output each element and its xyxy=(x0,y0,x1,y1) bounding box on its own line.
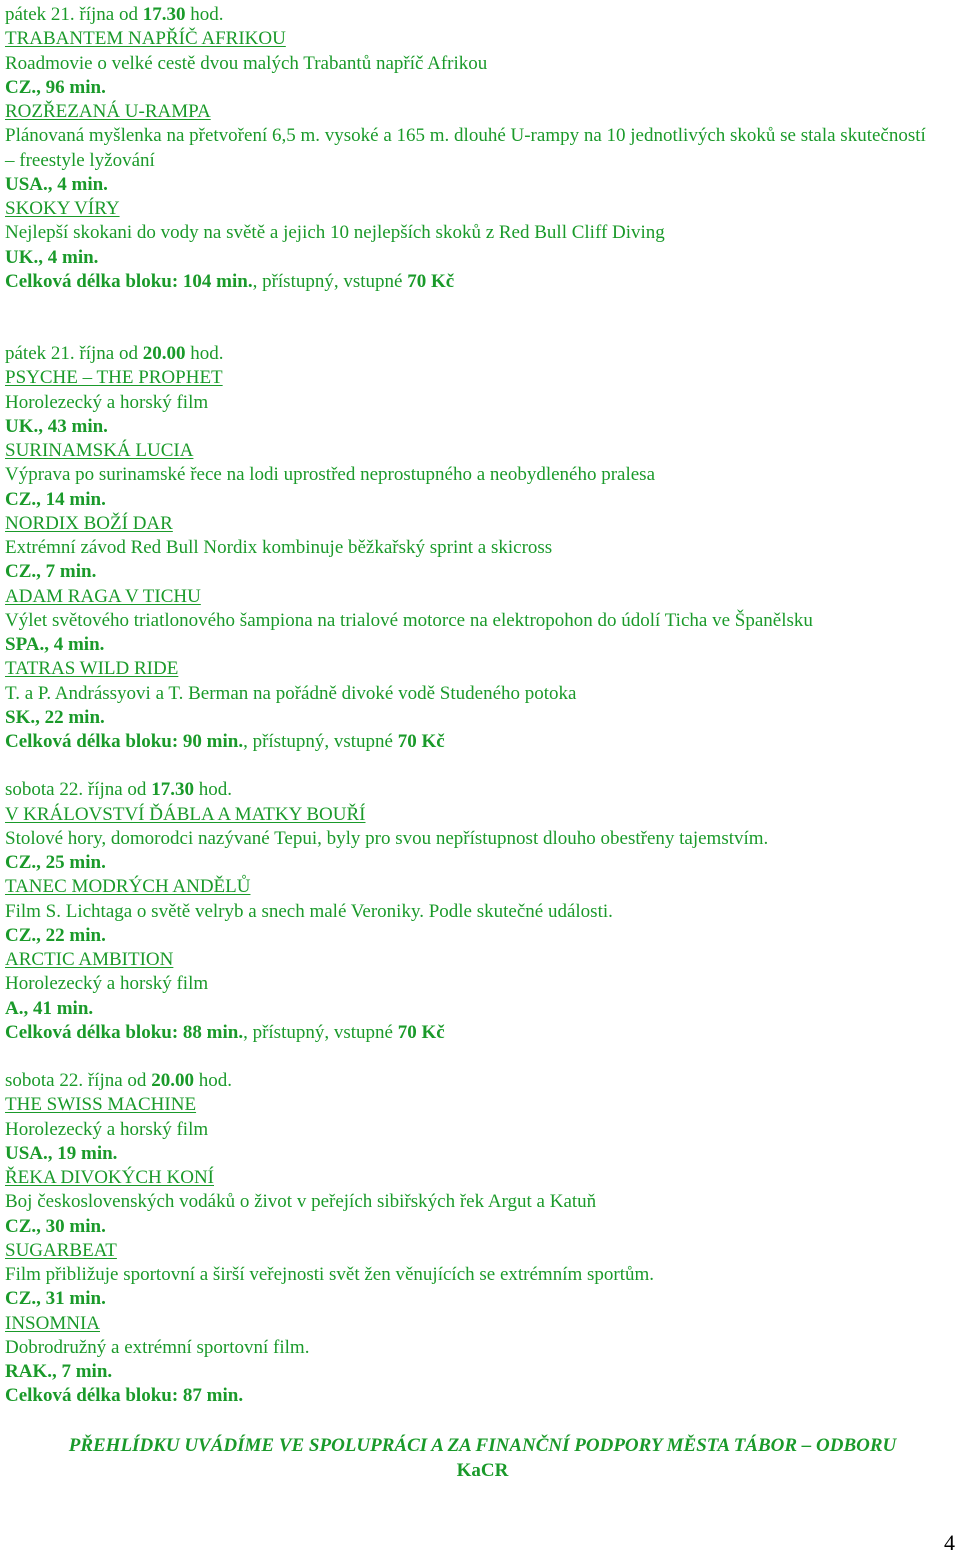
film-title[interactable]: NORDIX BOŽÍ DAR xyxy=(5,512,173,534)
block-heading xyxy=(5,342,955,366)
sponsor-footer xyxy=(10,1433,955,1483)
film-title[interactable]: ŘEKA DIVOKÝCH KONÍ xyxy=(5,1167,214,1188)
film-description: T. a P. Andrássyovi a T. Berman na pořádně divoké vodě Studeného potoka xyxy=(5,682,577,704)
film-description: Roadmovie o velké cestě dvou malých Trabantů napříč Afrikou xyxy=(5,52,488,74)
film-description: Stolové hory, domorodci nazývané Tepui, byly pro svou nepřístupnost dlouho obestřeny tajemstvím. xyxy=(5,827,769,849)
film-origin: CZ., 7 min. xyxy=(5,561,97,583)
film-description: Horolezecký a horský film xyxy=(5,391,209,413)
block-heading xyxy=(5,3,955,27)
film-title[interactable]: ADAM RAGA V TICHU xyxy=(5,585,201,607)
program-block-3 xyxy=(5,778,955,1045)
film-title[interactable]: SUGARBEAT xyxy=(5,1239,117,1261)
block-total xyxy=(5,270,955,294)
total-price: 70 Kč xyxy=(397,1021,445,1043)
film-origin: UK., 43 min. xyxy=(5,415,108,437)
film-origin: SPA., 4 min. xyxy=(5,634,105,655)
block-total xyxy=(5,1021,955,1045)
heading-suffix: hod. xyxy=(193,779,232,801)
program-block-1 xyxy=(5,3,955,294)
heading-time: 17.30 xyxy=(142,4,186,25)
total-length: Celková délka bloku: 88 min. xyxy=(5,1021,244,1043)
film-title[interactable]: SURINAMSKÁ LUCIA xyxy=(5,440,194,461)
heading-suffix: hod. xyxy=(193,1070,232,1091)
film-origin: CZ., 31 min. xyxy=(5,1288,106,1310)
film-description: Horolezecký a horský film xyxy=(5,973,209,995)
program-page xyxy=(5,3,955,1409)
film-description: Dobrodružný a extrémní sportovní film. xyxy=(5,1336,310,1358)
film-origin: USA., 19 min. xyxy=(5,1142,118,1164)
program-block-2 xyxy=(5,342,955,754)
total-price: 70 Kč xyxy=(397,731,445,752)
film-origin: USA., 4 min. xyxy=(5,173,108,195)
heading-day: sobota 22. října od xyxy=(5,779,152,801)
heading-time: 20.00 xyxy=(142,343,186,364)
page-number: 4 xyxy=(944,1530,955,1555)
film-description: Extrémní závod Red Bull Nordix kombinuje běžkařský sprint a skicross xyxy=(5,537,553,558)
total-length: Celková délka bloku: 90 min. xyxy=(5,731,244,752)
footer-line-1: PŘEHLÍDKU UVÁDÍME VE SPOLUPRÁCI A ZA FINANČNÍ PODPORY MĚSTA TÁBOR – ODBORU xyxy=(68,1435,897,1456)
block-heading xyxy=(5,778,955,802)
total-length: Celková délka bloku: 87 min. xyxy=(5,1385,244,1407)
film-origin: CZ., 22 min. xyxy=(5,924,106,946)
film-description: Výprava po surinamské řece na lodi uprostřed neprostupného a neobydleného pralesa xyxy=(5,464,656,486)
film-title[interactable]: ARCTIC AMBITION xyxy=(5,949,174,970)
footer-line-2: KaCR xyxy=(456,1460,509,1481)
heading-suffix: hod. xyxy=(185,4,224,25)
film-origin: SK., 22 min. xyxy=(5,706,105,728)
film-description: Film přibližuje sportovní a širší veřejnosti svět žen věnujících se extrémním sportům. xyxy=(5,1264,655,1285)
film-origin: UK., 4 min. xyxy=(5,246,99,268)
film-origin: CZ., 30 min. xyxy=(5,1215,106,1237)
heading-suffix: hod. xyxy=(185,343,224,364)
film-origin: CZ., 25 min. xyxy=(5,852,106,873)
film-title[interactable]: TRABANTEM NAPŘÍČ AFRIKOU xyxy=(5,28,286,50)
film-origin: RAK., 7 min. xyxy=(5,1361,113,1382)
film-description: Výlet světového triatlonového šampiona na trialové motorce na elektropohon do údolí Ticha ve Španělsku xyxy=(5,609,813,631)
film-origin: CZ., 14 min. xyxy=(5,488,106,510)
film-title[interactable]: TANEC MODRÝCH ANDĚLŮ xyxy=(5,876,251,898)
block-heading xyxy=(5,1069,955,1093)
total-access: , přístupný, vstupné xyxy=(243,731,398,752)
block-total xyxy=(5,1384,955,1408)
heading-day: sobota 22. října od xyxy=(5,1070,152,1091)
heading-day: pátek 21. října od xyxy=(5,4,143,25)
film-title[interactable]: V KRÁLOVSTVÍ ĎÁBLA A MATKY BOUŘÍ xyxy=(5,803,366,825)
film-description: Nejlepší skokani do vody na světě a jejich 10 nejlepších skoků z Red Bull Cliff Diving xyxy=(5,222,665,244)
film-description: Boj československých vodáků o život v peřejích sibiřských řek Argut a Katuň xyxy=(5,1191,597,1213)
program-block-4 xyxy=(5,1069,955,1409)
heading-time: 20.00 xyxy=(151,1070,194,1091)
film-title[interactable]: INSOMNIA xyxy=(5,1312,100,1334)
film-origin: A., 41 min. xyxy=(5,997,94,1019)
film-title[interactable]: ROZŘEZANÁ U-RAMPA xyxy=(5,101,211,122)
film-title[interactable]: TATRAS WILD RIDE xyxy=(5,658,179,680)
film-description: Film S. Lichtaga o světě velryb a snech malé Veroniky. Podle skutečné události. xyxy=(5,900,613,922)
total-access: , přístupný, vstupné xyxy=(252,270,408,292)
film-description: Horolezecký a horský film xyxy=(5,1118,209,1140)
film-description: Plánovaná myšlenka na přetvoření 6,5 m. vysoké a 165 m. dlouhé U-rampy na 10 jednotlivých skoků se stala skutečností – freestyle lyžování xyxy=(5,125,926,171)
film-title[interactable]: PSYCHE – THE PROPHET xyxy=(5,367,223,389)
film-title[interactable]: SKOKY VÍRY xyxy=(5,198,120,219)
film-origin: CZ., 96 min. xyxy=(5,76,106,98)
heading-day: pátek 21. října od xyxy=(5,343,143,364)
block-total xyxy=(5,730,955,754)
total-price: 70 Kč xyxy=(407,270,455,292)
heading-time: 17.30 xyxy=(151,779,194,801)
total-access: , přístupný, vstupné xyxy=(243,1021,398,1043)
film-title[interactable]: THE SWISS MACHINE xyxy=(5,1094,197,1116)
total-length: Celková délka bloku: 104 min. xyxy=(5,270,253,292)
